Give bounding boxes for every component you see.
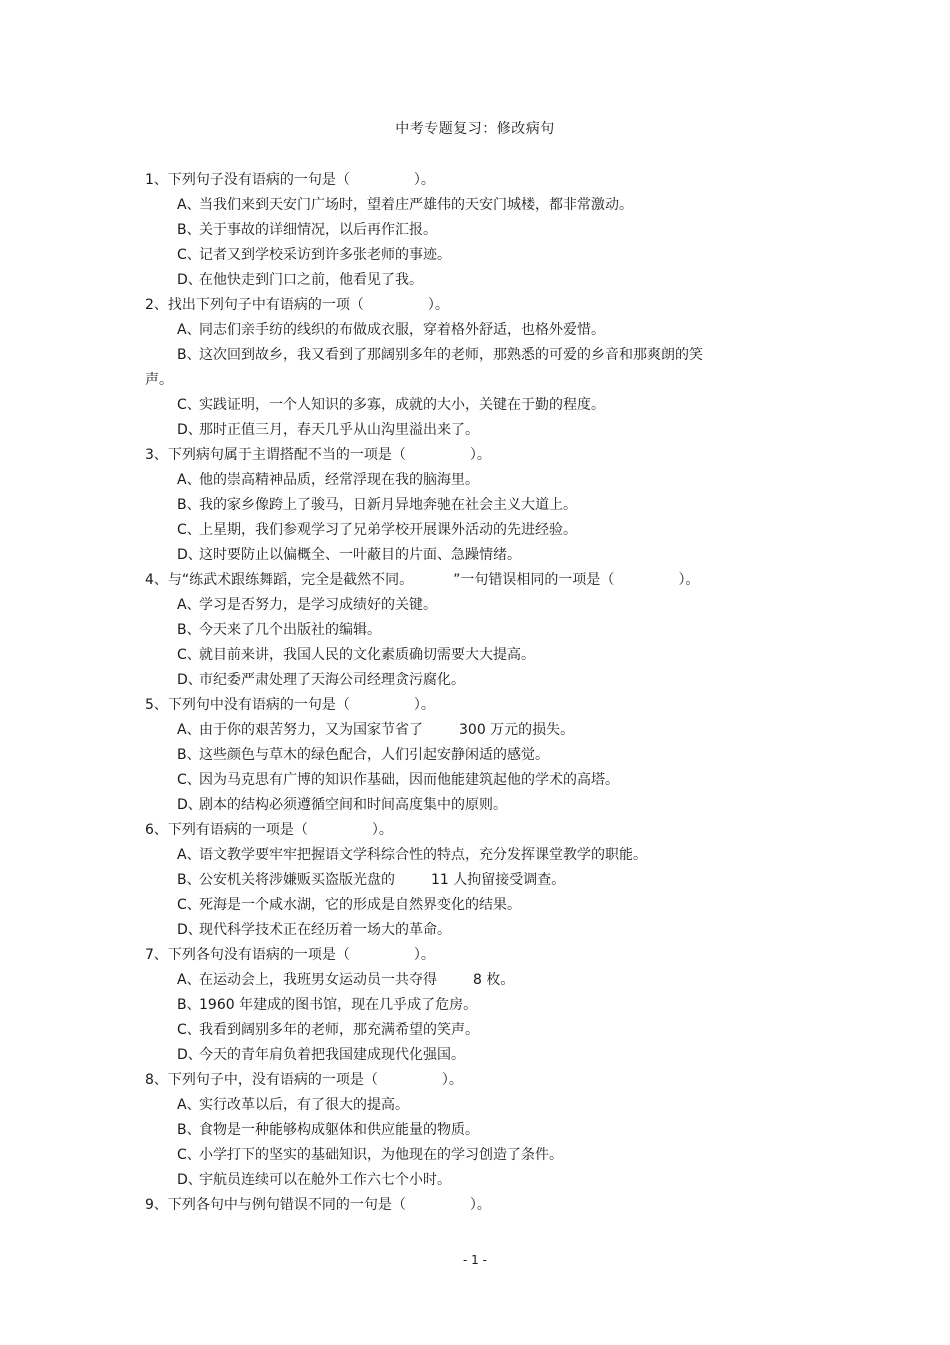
option-letter: B、 [177, 622, 201, 638]
option-text: 实践证明，一个人知识的多寡，成就的大小，关键在于勤的程度。 [199, 397, 605, 413]
option-letter: A、 [177, 972, 201, 988]
option-row [145, 1143, 745, 1168]
question-stem [145, 1068, 745, 1093]
option-text: 当我们来到天安门广场时，望着庄严雄伟的天安门城楼，都非常激动。 [199, 197, 633, 213]
question-text: 5、下列句中没有语病的一句是（ [145, 697, 350, 713]
option-row [145, 743, 745, 768]
option-letter: D、 [177, 1172, 202, 1188]
option-letter: C、 [177, 772, 201, 788]
option-row [145, 468, 745, 493]
option-text: 在他快走到门口之前，他看见了我。 [199, 272, 423, 288]
option-text: 实行改革以后，有了很大的提高。 [199, 1097, 409, 1113]
option-row [145, 793, 745, 818]
option-text: 记者又到学校采访到许多张老师的事迹。 [199, 247, 451, 263]
option-row [145, 343, 745, 368]
question-end: ）。 [469, 447, 491, 463]
option-continuation: 声。 [145, 372, 173, 388]
option-row [145, 593, 745, 618]
page-number: - 1 - [463, 1253, 487, 1267]
option-letter: C、 [177, 247, 201, 263]
option-letter: B、 [177, 1122, 201, 1138]
option-row [145, 193, 745, 218]
option-row [145, 1168, 745, 1193]
question-text-cont: ”一句错误相同的一项是（ [453, 572, 615, 588]
option-letter: D、 [177, 1047, 202, 1063]
option-letter: C、 [177, 397, 201, 413]
option-row [145, 318, 745, 343]
option-row [145, 393, 745, 418]
option-letter: A、 [177, 847, 201, 863]
option-text: 关于事故的详细情况，以后再作汇报。 [199, 222, 437, 238]
question-text: 1、下列句子没有语病的一句是（ [145, 172, 350, 188]
question-end: ）。 [469, 1197, 491, 1213]
option-row [145, 1018, 745, 1043]
option-row [145, 893, 745, 918]
question-text: 6、下列有语病的一项是（ [145, 822, 308, 838]
question-stem [145, 293, 745, 318]
option-text: 同志们亲手纺的线织的布做成衣服，穿着格外舒适，也格外爱惜。 [199, 322, 605, 338]
option-text: 我看到阔别多年的老师，那充满希望的笑声。 [199, 1022, 479, 1038]
option-row [145, 843, 745, 868]
question-text: 9、下列各句中与例句错误不同的一句是（ [145, 1197, 406, 1213]
option-text: 由于你的艰苦努力，又为国家节省了 [199, 722, 423, 738]
option-text: 这次回到故乡，我又看到了那阔别多年的老师，那熟悉的可爱的乡音和那爽朗的笑 [199, 347, 703, 363]
option-letter: D、 [177, 422, 202, 438]
question-stem [145, 443, 745, 468]
page-title: 中考专题复习：修改病句 [395, 121, 555, 137]
option-letter: B、 [177, 997, 201, 1013]
option-row [145, 918, 745, 943]
option-text: 市纪委严肃处理了天海公司经理贪污腐化。 [199, 672, 465, 688]
question-text: 3、下列病句属于主谓搭配不当的一项是（ [145, 447, 406, 463]
option-row [145, 493, 745, 518]
option-letter: B、 [177, 747, 201, 763]
option-row [145, 1118, 745, 1143]
question-end: ）。 [678, 572, 700, 588]
question-end: ）。 [413, 947, 435, 963]
option-text: 公安机关将涉嫌贩买盗版光盘的 [199, 872, 395, 888]
option-letter: A、 [177, 472, 201, 488]
option-row [145, 968, 745, 993]
question-stem [145, 943, 745, 968]
option-text: 因为马克思有广博的知识作基础，因而他能建筑起他的学术的高塔。 [199, 772, 619, 788]
option-text: 语文教学要牢牢把握语文学科综合性的特点，充分发挥课堂教学的职能。 [199, 847, 647, 863]
option-letter: D、 [177, 547, 202, 563]
option-text: 学习是否努力，是学习成绩好的关键。 [199, 597, 437, 613]
question-text: 4、与“练武术跟练舞蹈，完全是截然不同。 [145, 572, 414, 588]
option-letter: B、 [177, 347, 201, 363]
option-letter: A、 [177, 197, 201, 213]
option-text-cont: 11 人拘留接受调查。 [431, 872, 566, 888]
option-text: 他的崇高精神品质，经常浮现在我的脑海里。 [199, 472, 479, 488]
option-row [145, 543, 745, 568]
question-stem [145, 1193, 745, 1218]
question-stem [145, 568, 745, 593]
option-text: 那时正值三月，春天几乎从山沟里溢出来了。 [199, 422, 479, 438]
option-text: 宇航员连续可以在舱外工作六七个小时。 [199, 1172, 451, 1188]
question-end: ）。 [427, 297, 449, 313]
question-end: ）。 [413, 172, 435, 188]
option-row [145, 768, 745, 793]
option-letter: C、 [177, 897, 201, 913]
option-row [145, 618, 745, 643]
option-letter: C、 [177, 522, 201, 538]
option-text: 食物是一种能够构成躯体和供应能量的物质。 [199, 1122, 479, 1138]
option-row [145, 993, 745, 1018]
option-text: 就目前来讲，我国人民的文化素质确切需要大大提高。 [199, 647, 535, 663]
option-row [145, 718, 745, 743]
option-row [145, 243, 745, 268]
question-end: ）。 [413, 697, 435, 713]
option-row [145, 418, 745, 443]
option-row [145, 218, 745, 243]
option-letter: D、 [177, 672, 202, 688]
option-letter: A、 [177, 322, 201, 338]
question-text: 8、下列句子中，没有语病的一项是（ [145, 1072, 378, 1088]
option-letter: B、 [177, 497, 201, 513]
question-text: 2、找出下列句子中有语病的一项（ [145, 297, 364, 313]
question-stem [145, 818, 745, 843]
option-letter: D、 [177, 797, 202, 813]
question-list [145, 168, 745, 1218]
question-stem [145, 693, 745, 718]
question-stem [145, 168, 745, 193]
option-letter: D、 [177, 922, 202, 938]
option-letter: A、 [177, 722, 201, 738]
option-letter: A、 [177, 1097, 201, 1113]
option-text: 我的家乡像跨上了骏马，日新月异地奔驰在社会主义大道上。 [199, 497, 577, 513]
option-text: 现代科学技术正在经历着一场大的革命。 [199, 922, 451, 938]
option-text: 今天来了几个出版社的编辑。 [199, 622, 381, 638]
question-text: 7、下列各句没有语病的一项是（ [145, 947, 350, 963]
option-letter: B、 [177, 222, 201, 238]
option-row [145, 1093, 745, 1118]
option-row [145, 643, 745, 668]
option-letter: C、 [177, 1147, 201, 1163]
option-letter: C、 [177, 647, 201, 663]
option-text: 1960 年建成的图书馆，现在几乎成了危房。 [199, 997, 478, 1013]
option-letter: B、 [177, 872, 201, 888]
option-letter: D、 [177, 272, 202, 288]
option-text-cont: 8 枚。 [473, 972, 515, 988]
option-text: 在运动会上，我班男女运动员一共夺得 [199, 972, 437, 988]
option-letter: A、 [177, 597, 201, 613]
option-letter: C、 [177, 1022, 201, 1038]
question-end: ）。 [441, 1072, 463, 1088]
option-text: 死海是一个咸水湖，它的形成是自然界变化的结果。 [199, 897, 521, 913]
option-row [145, 668, 745, 693]
option-row [145, 518, 745, 543]
option-text-cont: 300 万元的损失。 [459, 722, 575, 738]
option-row [145, 268, 745, 293]
option-text: 今天的青年肩负着把我国建成现代化强国。 [199, 1047, 465, 1063]
option-text: 剧本的结构必须遵循空间和时间高度集中的原则。 [199, 797, 507, 813]
option-row [145, 1043, 745, 1068]
question-end: ）。 [371, 822, 393, 838]
option-text: 这时要防止以偏概全、一叶蔽目的片面、急躁情绪。 [199, 547, 521, 563]
option-row [145, 868, 745, 893]
option-text: 上星期，我们参观学习了兄弟学校开展课外活动的先进经验。 [199, 522, 577, 538]
option-text: 这些颜色与草木的绿色配合，人们引起安静闲适的感觉。 [199, 747, 549, 763]
option-text: 小学打下的坚实的基础知识，为他现在的学习创造了条件。 [199, 1147, 563, 1163]
